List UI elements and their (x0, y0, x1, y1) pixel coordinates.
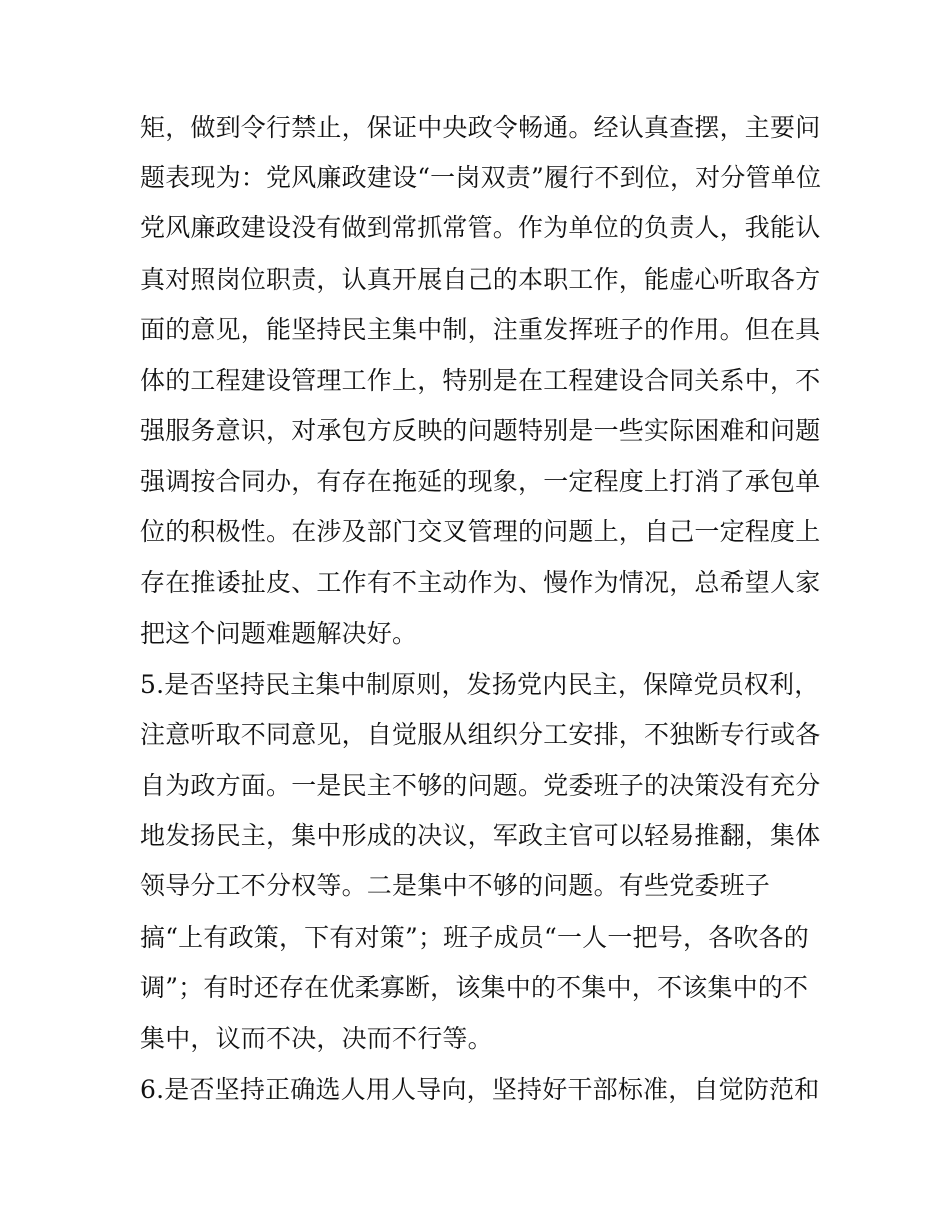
text-line: 位的积极性。在涉及部门交叉管理的问题上，自己一定程度上 (140, 517, 821, 546)
text-line: 党风廉政建设没有做到常抓常管。作为单位的负责人，我能认 (140, 213, 821, 242)
text-line: 体的工程建设管理工作上，特别是在工程建设合同关系中，不 (140, 366, 821, 395)
text-line: 面的意见，能坚持民主集中制，注重发挥班子的作用。但在具 (140, 315, 821, 344)
text-line: 强服务意识，对承包方反映的问题特别是一些实际困难和问题 (140, 416, 821, 445)
text-line: 5.是否坚持民主集中制原则，发扬党内民主，保障党员权利， (140, 670, 820, 699)
text-line: 领导分工不分权等。二是集中不够的问题。有些党委班子 (140, 871, 771, 900)
text-line: 矩，做到令行禁止，保证中央政令畅通。经认真查摆，主要问 (140, 113, 821, 142)
text-line: 题表现为：党风廉政建设“一岗双责”履行不到位，对分管单位 (140, 163, 822, 192)
text-line: 真对照岗位职责，认真开展自己的本职工作，能虚心听取各方 (140, 265, 821, 294)
text-line: 自为政方面。一是民主不够的问题。党委班子的决策没有充分 (140, 771, 821, 800)
text-line: 6.是否坚持正确选人用人导向，坚持好干部标准，自觉防范和 (140, 1075, 820, 1104)
text-line: 地发扬民主，集中形成的决议，军政主官可以轻易推翻，集体 (140, 821, 821, 850)
text-line: 搞“上有政策，下有对策”；班子成员“一人一把号，各吹各的 (140, 923, 809, 952)
text-line: 注意听取不同意见，自觉服从组织分工安排，不独断专行或各 (140, 720, 821, 749)
text-line: 集中，议而不决，决而不行等。 (140, 1024, 493, 1053)
text-line: 把这个问题难题解决好。 (140, 619, 418, 648)
text-line: 调”；有时还存在优柔寡断，该集中的不集中，不该集中的不 (140, 973, 809, 1002)
text-line: 存在推诿扯皮、工作有不主动作为、慢作为情况，总希望人家 (140, 568, 821, 597)
text-line: 强调按合同办，有存在拖延的现象，一定程度上打消了承包单 (140, 467, 821, 496)
